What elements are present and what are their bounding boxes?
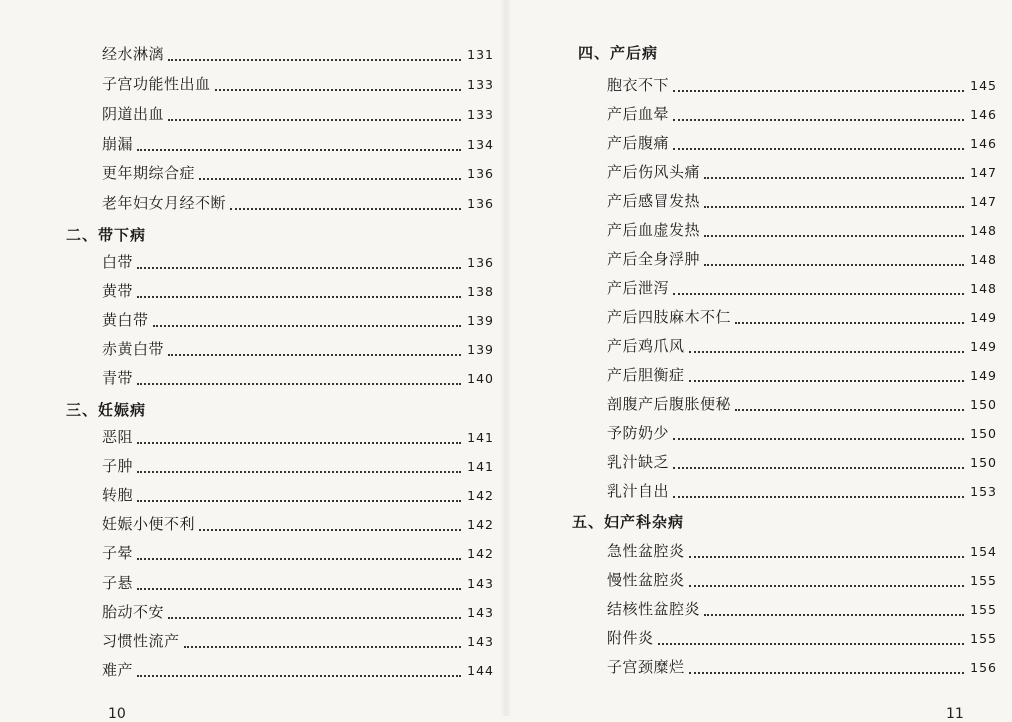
toc-entry-page: 136 bbox=[467, 166, 494, 181]
toc-entry-title: 产后伤风头痛 bbox=[607, 163, 701, 181]
toc-entry-page: 142 bbox=[467, 488, 494, 503]
toc-entry[interactable] bbox=[102, 280, 494, 302]
toc-entry[interactable] bbox=[607, 569, 997, 591]
toc-entry-page: 143 bbox=[467, 634, 494, 649]
toc-entry[interactable] bbox=[102, 367, 494, 389]
toc-entry-title: 更年期综合症 bbox=[102, 164, 196, 182]
toc-entry-page: 133 bbox=[467, 77, 494, 92]
toc-entry-title: 予防奶少 bbox=[607, 424, 670, 442]
toc-entry-title: 急性盆腔炎 bbox=[607, 542, 685, 560]
dot-leader bbox=[689, 555, 965, 558]
toc-entry[interactable] bbox=[607, 219, 997, 241]
toc-entry-page: 144 bbox=[467, 663, 494, 678]
toc-entry-title: 难产 bbox=[102, 661, 134, 679]
toc-entry-title: 产后腹痛 bbox=[607, 134, 670, 152]
toc-entry-title: 结核性盆腔炎 bbox=[607, 600, 701, 618]
toc-entry-page: 141 bbox=[467, 459, 494, 474]
toc-entry-page: 147 bbox=[970, 165, 997, 180]
toc-entry[interactable] bbox=[607, 627, 997, 649]
dot-leader bbox=[137, 587, 461, 590]
toc-entry[interactable] bbox=[102, 73, 494, 95]
toc-entry-title: 剖腹产后腹胀便秘 bbox=[607, 395, 732, 413]
toc-entry-page: 145 bbox=[970, 78, 997, 93]
toc-entry-title: 产后血虚发热 bbox=[607, 221, 701, 239]
toc-entry[interactable] bbox=[102, 572, 494, 594]
toc-entry[interactable] bbox=[607, 480, 997, 502]
toc-entry[interactable] bbox=[102, 542, 494, 564]
dot-leader bbox=[673, 147, 964, 150]
toc-entry-page: 155 bbox=[970, 573, 997, 588]
dot-leader bbox=[673, 118, 964, 121]
toc-entry[interactable] bbox=[607, 422, 997, 444]
toc-entry[interactable] bbox=[102, 43, 494, 65]
section-heading: 三、妊娠病 bbox=[66, 401, 147, 419]
dot-leader bbox=[137, 470, 461, 473]
toc-entry-page: 134 bbox=[467, 137, 494, 152]
toc-entry[interactable] bbox=[607, 393, 997, 415]
toc-entry[interactable] bbox=[607, 74, 997, 96]
toc-entry-title: 产后鸡爪风 bbox=[607, 337, 685, 355]
dot-leader bbox=[658, 642, 965, 645]
dot-leader bbox=[153, 324, 462, 327]
toc-entry-title: 赤黄白带 bbox=[102, 340, 165, 358]
dot-leader bbox=[704, 263, 964, 266]
dot-leader bbox=[673, 437, 964, 440]
toc-entry[interactable] bbox=[102, 484, 494, 506]
toc-entry-page: 150 bbox=[970, 455, 997, 470]
toc-entry-title: 乳汁缺乏 bbox=[607, 453, 670, 471]
toc-entry-page: 156 bbox=[970, 660, 997, 675]
dot-leader bbox=[215, 88, 462, 91]
toc-entry[interactable] bbox=[607, 190, 997, 212]
dot-leader bbox=[704, 176, 964, 179]
toc-entry-page: 139 bbox=[467, 313, 494, 328]
toc-entry-title: 白带 bbox=[102, 253, 134, 271]
toc-entry-page: 136 bbox=[467, 196, 494, 211]
toc-entry-page: 136 bbox=[467, 255, 494, 270]
toc-entry[interactable] bbox=[102, 192, 494, 214]
toc-entry[interactable] bbox=[102, 426, 494, 448]
toc-entry-page: 150 bbox=[970, 397, 997, 412]
toc-entry-title: 产后胆衡症 bbox=[607, 366, 685, 384]
toc-entry-page: 131 bbox=[467, 47, 494, 62]
toc-entry-page: 148 bbox=[970, 281, 997, 296]
toc-entry-title: 子宫颈糜烂 bbox=[607, 658, 685, 676]
dot-leader bbox=[704, 613, 964, 616]
toc-entry-title: 产后全身浮肿 bbox=[607, 250, 701, 268]
dot-leader bbox=[137, 148, 461, 151]
toc-entry[interactable] bbox=[102, 338, 494, 360]
toc-entry[interactable] bbox=[607, 248, 997, 270]
toc-entry-page: 140 bbox=[467, 371, 494, 386]
toc-entry-title: 转胞 bbox=[102, 486, 134, 504]
toc-entry-title: 子宫功能性出血 bbox=[102, 75, 211, 93]
toc-entry-title: 妊娠小便不利 bbox=[102, 515, 196, 533]
dot-leader bbox=[137, 382, 461, 385]
toc-entry[interactable] bbox=[102, 251, 494, 273]
toc-entry-title: 附件炎 bbox=[607, 629, 654, 647]
toc-entry-page: 155 bbox=[970, 602, 997, 617]
dot-leader bbox=[137, 266, 461, 269]
toc-entry[interactable] bbox=[102, 601, 494, 623]
toc-entry-page: 146 bbox=[970, 107, 997, 122]
toc-entry-title: 慢性盆腔炎 bbox=[607, 571, 685, 589]
toc-entry-page: 139 bbox=[467, 342, 494, 357]
toc-entry[interactable] bbox=[607, 451, 997, 473]
section-heading: 二、带下病 bbox=[66, 226, 147, 244]
dot-leader bbox=[689, 671, 965, 674]
toc-entry-page: 146 bbox=[970, 136, 997, 151]
toc-entry[interactable] bbox=[607, 161, 997, 183]
toc-entry[interactable] bbox=[607, 656, 997, 678]
dot-leader bbox=[704, 234, 964, 237]
toc-entry-title: 产后四肢麻木不仁 bbox=[607, 308, 732, 326]
toc-entry-title: 阴道出血 bbox=[102, 105, 165, 123]
dot-leader bbox=[137, 674, 461, 677]
toc-entry-page: 154 bbox=[970, 544, 997, 559]
dot-leader bbox=[735, 321, 964, 324]
toc-entry-page: 148 bbox=[970, 223, 997, 238]
toc-entry[interactable] bbox=[102, 162, 494, 184]
toc-entry-title: 产后感冒发热 bbox=[607, 192, 701, 210]
toc-entry[interactable] bbox=[102, 133, 494, 155]
toc-entry[interactable] bbox=[607, 103, 997, 125]
toc-entry[interactable] bbox=[102, 630, 494, 652]
toc-entry-title: 黄白带 bbox=[102, 311, 149, 329]
toc-entry-title: 经水淋漓 bbox=[102, 45, 165, 63]
toc-entry[interactable] bbox=[102, 513, 494, 535]
dot-leader bbox=[230, 207, 461, 210]
dot-leader bbox=[137, 441, 461, 444]
toc-entry[interactable] bbox=[607, 598, 997, 620]
toc-entry-page: 149 bbox=[970, 339, 997, 354]
dot-leader bbox=[673, 292, 964, 295]
dot-leader bbox=[137, 499, 461, 502]
right-page bbox=[506, 0, 1012, 722]
dot-leader bbox=[137, 557, 461, 560]
toc-entry-page: 153 bbox=[970, 484, 997, 499]
toc-entry-title: 恶阻 bbox=[102, 428, 134, 446]
dot-leader bbox=[689, 350, 965, 353]
dot-leader bbox=[689, 379, 965, 382]
dot-leader bbox=[735, 408, 964, 411]
toc-entry-title: 产后血晕 bbox=[607, 105, 670, 123]
toc-entry-title: 胎动不安 bbox=[102, 603, 165, 621]
dot-leader bbox=[168, 353, 461, 356]
dot-leader bbox=[673, 89, 964, 92]
toc-entry[interactable] bbox=[607, 277, 997, 299]
dot-leader bbox=[168, 118, 461, 121]
toc-entry[interactable] bbox=[102, 103, 494, 125]
dot-leader bbox=[199, 528, 461, 531]
dot-leader bbox=[689, 584, 965, 587]
toc-entry-page: 148 bbox=[970, 252, 997, 267]
dot-leader bbox=[673, 466, 964, 469]
toc-entry-page: 150 bbox=[970, 426, 997, 441]
toc-entry-title: 胞衣不下 bbox=[607, 76, 670, 94]
toc-entry-page: 147 bbox=[970, 194, 997, 209]
toc-entry-title: 黄带 bbox=[102, 282, 134, 300]
toc-entry-page: 155 bbox=[970, 631, 997, 646]
toc-entry-page: 149 bbox=[970, 310, 997, 325]
section-heading: 五、妇产科杂病 bbox=[572, 513, 685, 531]
dot-leader bbox=[137, 295, 461, 298]
toc-entry-page: 133 bbox=[467, 107, 494, 122]
toc-entry-page: 149 bbox=[970, 368, 997, 383]
dot-leader bbox=[168, 616, 461, 619]
dot-leader bbox=[199, 177, 461, 180]
toc-entry-title: 子肿 bbox=[102, 457, 134, 475]
dot-leader bbox=[673, 495, 964, 498]
dot-leader bbox=[704, 205, 964, 208]
toc-entry-title: 青带 bbox=[102, 369, 134, 387]
toc-entry[interactable] bbox=[607, 364, 997, 386]
toc-entry-title: 子悬 bbox=[102, 574, 134, 592]
dot-leader bbox=[184, 645, 462, 648]
toc-entry[interactable] bbox=[607, 540, 997, 562]
toc-entry-title: 子晕 bbox=[102, 544, 134, 562]
toc-entry-page: 143 bbox=[467, 576, 494, 591]
toc-entry-title: 习惯性流产 bbox=[102, 632, 180, 650]
toc-entry-title: 产后泄泻 bbox=[607, 279, 670, 297]
toc-entry[interactable] bbox=[102, 455, 494, 477]
toc-entry-page: 143 bbox=[467, 605, 494, 620]
toc-entry-title: 乳汁自出 bbox=[607, 482, 670, 500]
toc-entry[interactable] bbox=[607, 335, 997, 357]
dot-leader bbox=[168, 58, 461, 61]
toc-entry-page: 142 bbox=[467, 546, 494, 561]
toc-entry-title: 老年妇女月经不断 bbox=[102, 194, 227, 212]
toc-entry-page: 142 bbox=[467, 517, 494, 532]
toc-entry[interactable] bbox=[102, 309, 494, 331]
toc-entry[interactable] bbox=[607, 132, 997, 154]
page-number: 10 bbox=[108, 706, 126, 722]
toc-entry-title: 崩漏 bbox=[102, 135, 134, 153]
toc-entry[interactable] bbox=[102, 659, 494, 681]
toc-entry-page: 138 bbox=[467, 284, 494, 299]
toc-entry[interactable] bbox=[607, 306, 997, 328]
page-number: 11 bbox=[946, 706, 964, 722]
section-heading: 四、产后病 bbox=[578, 44, 659, 62]
toc-entry-page: 141 bbox=[467, 430, 494, 445]
